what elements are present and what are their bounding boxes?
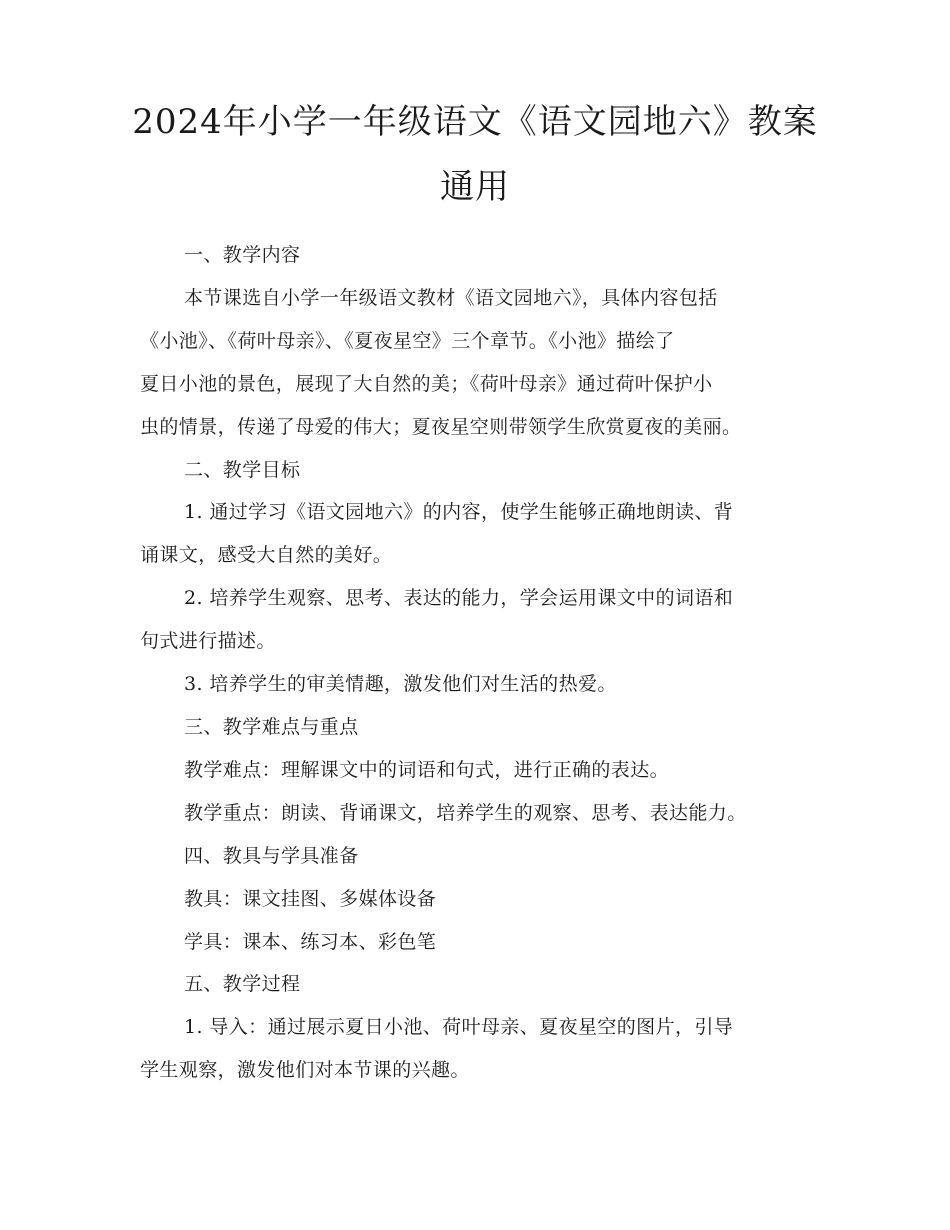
section-heading-tools: 四、教具与学具准备 [184,845,359,867]
section-heading-process: 五、教学过程 [184,973,301,995]
paragraph-line: 教学重点：朗读、背诵课文，培养学生的观察、思考、表达能力。 [184,802,747,824]
paragraph-line: 3. 培养学生的审美情趣，激发他们对生活的热爱。 [184,673,617,695]
paragraph-line: 教学难点：理解课文中的词语和句式，进行正确的表达。 [184,759,670,781]
section-heading-difficulties: 三、教学难点与重点 [184,716,359,738]
document-title-line-2: 通用 [440,167,510,207]
paragraph-line: 教具：课文挂图、多媒体设备 [184,888,437,910]
paragraph-line: 诵课文，感受大自然的美好。 [140,544,393,566]
paragraph-line: 夏日小池的景色，展现了大自然的美；《荷叶母亲》通过荷叶保护小 [140,373,713,395]
paragraph-line: 句式进行描述。 [140,630,276,652]
paragraph-line: 1. 通过学习《语文园地六》的内容，使学生能够正确地朗读、背 [184,501,734,523]
paragraph-line: 学生观察，激发他们对本节课的兴趣。 [140,1059,470,1081]
paragraph-line: 1. 导入：通过展示夏日小池、荷叶母亲、夏夜星空的图片，引导 [184,1016,734,1038]
paragraph-line: 《小池》、《荷叶母亲》、《夏夜星空》三个章节。《小池》描绘了 [140,330,675,352]
paragraph-line: 2. 培养学生观察、思考、表达的能力，学会运用课文中的词语和 [184,587,734,609]
document-title-line-1: 2024年小学一年级语文《语文园地六》教案 [132,102,818,142]
paragraph-line: 虫的情景，传递了母爱的伟大；夏夜星空则带领学生欣赏夏夜的美丽。 [140,416,742,438]
paragraph-line: 学具：课本、练习本、彩色笔 [184,931,437,953]
section-heading-content: 一、教学内容 [184,244,301,266]
section-heading-objectives: 二、教学目标 [184,459,301,481]
paragraph-line: 本节课选自小学一年级语文教材《语文园地六》，具体内容包括 [184,287,718,309]
